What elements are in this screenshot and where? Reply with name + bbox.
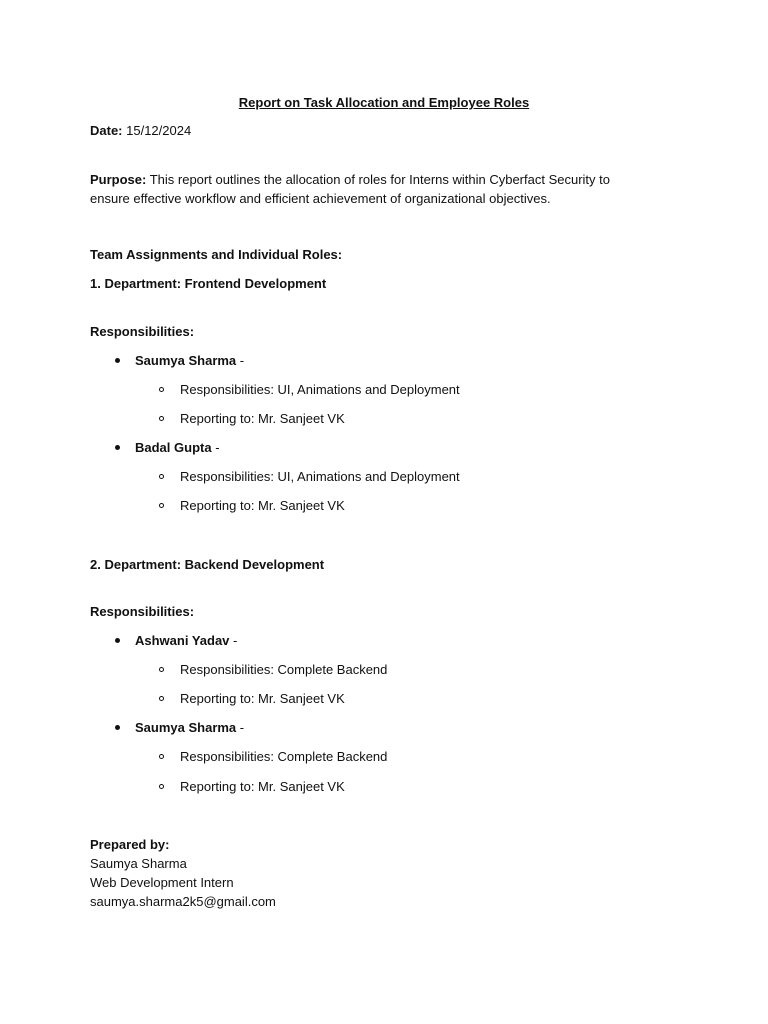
member-name: Badal Gupta <box>135 440 212 455</box>
sub-bullet-icon <box>159 416 164 421</box>
member-name: Saumya Sharma <box>135 353 237 368</box>
sub-bullet-icon <box>159 503 164 508</box>
member-dash: - <box>229 633 238 648</box>
member-responsibility: Responsibilities: Complete Backend <box>180 662 388 677</box>
bullet-icon <box>115 358 120 363</box>
prepared-by-email: saumya.sharma2k5@gmail.com <box>90 894 276 909</box>
report-title: Report on Task Allocation and Employee Roles <box>238 95 530 110</box>
member-name: Saumya Sharma <box>135 720 237 735</box>
member-line <box>135 719 244 737</box>
bullet-icon <box>115 445 120 450</box>
bullet-icon <box>115 638 120 643</box>
responsibilities-heading: Responsibilities: <box>90 324 195 339</box>
date-line <box>90 122 191 140</box>
sub-bullet-icon <box>159 784 164 789</box>
team-heading: Team Assignments and Individual Roles: <box>90 247 343 262</box>
member-line <box>135 632 237 650</box>
date-value: 15/12/2024 <box>122 123 192 138</box>
member-reporting: Reporting to: Mr. Sanjeet VK <box>180 498 345 513</box>
date-label: Date: <box>90 123 123 138</box>
department-heading: 2. Department: Backend Development <box>90 557 325 572</box>
bullet-icon <box>115 725 120 730</box>
sub-bullet-icon <box>159 754 164 759</box>
prepared-by-name: Saumya Sharma <box>90 856 187 871</box>
member-dash: - <box>236 720 245 735</box>
purpose-text: This report outlines the allocation of roles for Interns within Cyberfact Security to ensure effective workflow and efficient achievement of organizational objectives. <box>90 172 610 206</box>
member-reporting: Reporting to: Mr. Sanjeet VK <box>180 691 345 706</box>
member-line <box>135 352 244 370</box>
member-line <box>135 439 220 457</box>
sub-bullet-icon <box>159 667 164 672</box>
sub-bullet-icon <box>159 696 164 701</box>
department-heading: 1. Department: Frontend Development <box>90 276 327 291</box>
responsibilities-heading: Responsibilities: <box>90 604 195 619</box>
member-responsibility: Responsibilities: Complete Backend <box>180 749 388 764</box>
purpose-label: Purpose: <box>90 172 147 187</box>
prepared-by-role: Web Development Intern <box>90 875 234 890</box>
purpose-paragraph <box>90 170 650 208</box>
sub-bullet-icon <box>159 474 164 479</box>
member-reporting: Reporting to: Mr. Sanjeet VK <box>180 411 345 426</box>
member-dash: - <box>211 440 220 455</box>
sub-bullet-icon <box>159 387 164 392</box>
prepared-by-label: Prepared by: <box>90 837 170 852</box>
member-dash: - <box>236 353 245 368</box>
member-reporting: Reporting to: Mr. Sanjeet VK <box>180 779 345 794</box>
member-responsibility: Responsibilities: UI, Animations and Deployment <box>180 382 460 397</box>
member-responsibility: Responsibilities: UI, Animations and Deployment <box>180 469 460 484</box>
member-name: Ashwani Yadav <box>135 633 230 648</box>
